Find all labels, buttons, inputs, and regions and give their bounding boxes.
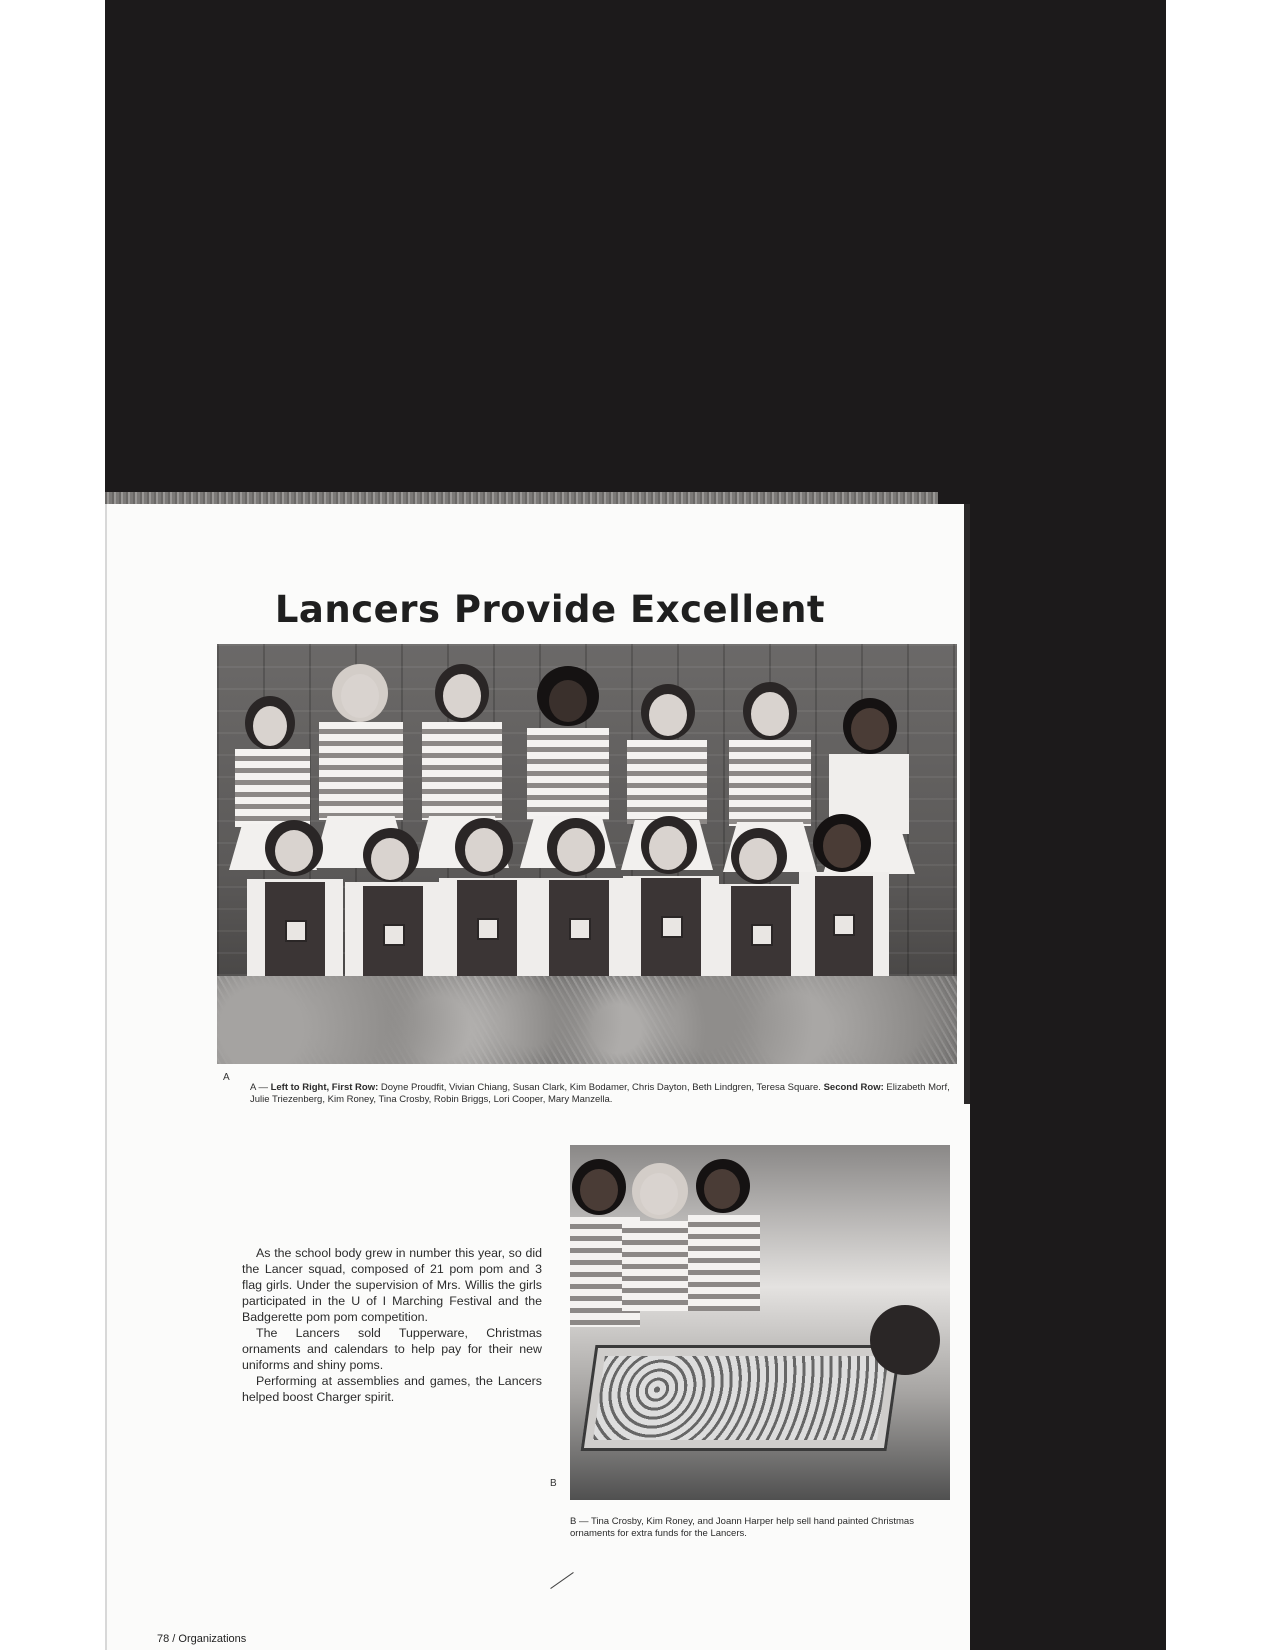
photo-a-label: A [223, 1072, 230, 1083]
article-paragraph-2: The Lancers sold Tupperware, Christmas ornaments and calendars to help pay for their new uniforms and shiny poms. [242, 1326, 542, 1372]
caption-a-prefix: A — [250, 1082, 271, 1093]
page-folio: 78 / Organizations [157, 1633, 247, 1645]
article-paragraph-1: As the school body grew in number this year, so did the Lancer squad, composed of 21 pom pom and 3 flag girls. Under the supervision of Mrs. Willis the girls participated in the U of I Marching Festival and the Badgerette pom pom competition. [242, 1246, 542, 1324]
caption-a-first-row-label: Left to Right, First Row: [270, 1082, 379, 1093]
group-photo-a [217, 644, 957, 1064]
caption-b-prefix: B — [570, 1516, 589, 1527]
caption-a-second-row-names: Elizabeth Morf, Julie Triezenberg, Kim Roney, Tina Crosby, Robin Briggs, Lori Cooper, Mary Manzella. [250, 1082, 950, 1105]
caption-a-first-row-names: Doyne Proudfit, Vivian Chiang, Susan Clark, Kim Bodamer, Chris Dayton, Beth Lindgren, Teresa Square. [378, 1082, 824, 1093]
page-shadow-edge [964, 504, 970, 1104]
photo-a-caption [250, 1082, 962, 1106]
photo-b-label: B [550, 1478, 557, 1489]
book-binding-edge [105, 492, 938, 504]
caption-a-second-row-label: Second Row: [823, 1082, 884, 1093]
photo-b-caption [570, 1516, 950, 1540]
caption-b-text: Tina Crosby, Kim Roney, and Joann Harper help sell hand painted Christmas ornaments for extra funds for the Lancers. [570, 1516, 914, 1539]
article-paragraph-3: Performing at assemblies and games, the Lancers helped boost Charger spirit. [242, 1374, 542, 1404]
pom-poms [217, 976, 957, 1064]
ornament-table [581, 1345, 902, 1451]
scan-background-right [938, 497, 1166, 1650]
scan-background-top [105, 0, 1166, 497]
article-body [242, 1245, 542, 1405]
page-headline: Lancers Provide Excellent [274, 588, 826, 631]
photo-b-sale [570, 1145, 950, 1500]
